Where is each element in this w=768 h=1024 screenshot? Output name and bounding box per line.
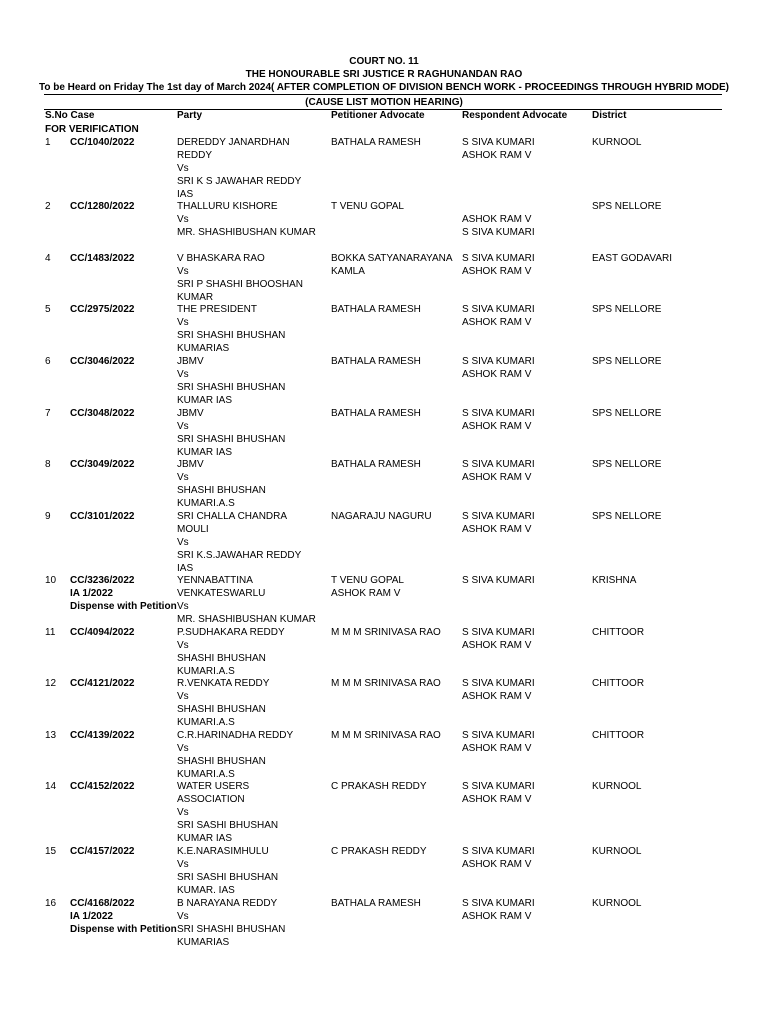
district: KURNOOL <box>592 137 642 148</box>
serial-number: 4 <box>45 253 51 264</box>
district: SPS NELLORE <box>592 459 662 470</box>
petitioner-advocate <box>331 510 459 523</box>
case-number <box>70 574 177 613</box>
party-names-line: SRI P SHASHI BHOOSHAN <box>177 279 303 290</box>
respondent-advocate-line: ASHOK RAM V <box>462 472 532 483</box>
party-names-line: Vs <box>177 537 189 548</box>
case-number-line: CC/1483/2022 <box>70 253 135 264</box>
party-names-line: SRI K S JAWAHAR REDDY <box>177 176 302 187</box>
petitioner-advocate <box>331 780 459 793</box>
serial-number: 15 <box>45 846 57 857</box>
case-number-line: CC/4152/2022 <box>70 781 135 792</box>
column-header-party: Party <box>177 110 203 121</box>
case-number <box>70 845 135 858</box>
respondent-advocate-line: S SIVA KUMARI <box>462 781 535 792</box>
respondent-advocate-line <box>462 200 587 213</box>
case-number-line: CC/3236/2022 <box>70 575 135 586</box>
district: EAST GODAVARI <box>592 253 673 264</box>
case-number <box>70 407 135 420</box>
serial-number: 16 <box>45 898 57 909</box>
case-number-line: CC/4094/2022 <box>70 627 135 638</box>
case-number-line: IA 1/2022 <box>70 588 113 599</box>
serial-number: 7 <box>45 408 51 419</box>
respondent-advocate <box>462 303 587 329</box>
petitioner-advocate-line: KAMLA <box>331 266 365 277</box>
district: CHITTOOR <box>592 678 645 689</box>
party-names-line: KUMAR IAS <box>177 833 233 844</box>
party-names-line: Vs <box>177 214 189 225</box>
respondent-advocate-line: S SIVA KUMARI <box>462 575 535 586</box>
serial-number: 1 <box>45 137 51 148</box>
respondent-advocate-line: S SIVA KUMARI <box>462 253 535 264</box>
party-names-line: IAS <box>177 189 194 200</box>
respondent-advocate-line: ASHOK RAM V <box>462 369 532 380</box>
respondent-advocate-line: ASHOK RAM V <box>462 421 532 432</box>
party-names <box>177 626 327 678</box>
party-names-line: KUMARI.A.S <box>177 498 235 509</box>
respondent-advocate-line: ASHOK RAM V <box>462 266 532 277</box>
party-names-line: Vs <box>177 640 189 651</box>
party-names-line: KUMAR IAS <box>177 395 233 406</box>
respondent-advocate <box>462 458 587 484</box>
party-names-line: SHASHI BHUSHAN <box>177 756 266 767</box>
party-names <box>177 845 327 897</box>
party-names-line: Vs <box>177 266 189 277</box>
case-number-line: CC/2975/2022 <box>70 304 135 315</box>
party-names <box>177 252 327 304</box>
case-number-line: CC/3048/2022 <box>70 408 135 419</box>
party-names-line: KUMARIAS <box>177 937 230 948</box>
party-names <box>177 136 327 201</box>
district: KRISHNA <box>592 575 637 586</box>
petitioner-advocate <box>331 355 459 368</box>
case-number-line: CC/4168/2022 <box>70 898 135 909</box>
party-names-line: KUMARIAS <box>177 343 230 354</box>
case-number <box>70 252 135 265</box>
case-number-line: CC/4139/2022 <box>70 730 135 741</box>
petitioner-advocate <box>331 677 459 690</box>
petitioner-advocate-line: BATHALA RAMESH <box>331 408 421 419</box>
respondent-advocate-line: S SIVA KUMARI <box>462 408 535 419</box>
party-names-line: KUMARI.A.S <box>177 717 235 728</box>
district: KURNOOL <box>592 898 642 909</box>
column-header-sno-case: S.No Case <box>45 110 95 121</box>
case-number-line: CC/4157/2022 <box>70 846 135 857</box>
party-names-line: MOULI <box>177 524 209 535</box>
column-header-petitioner: Petitioner Advocate <box>331 110 425 121</box>
hearing-details: To be Heard on Friday The 1st day of March 2024( AFTER COMPLETION OF DIVISION BENCH WORK - PROCEEDINGS THROUGH HYBRID MODE) <box>38 82 730 93</box>
respondent-advocate <box>462 136 587 162</box>
respondent-advocate-line: S SIVA KUMARI <box>462 304 535 315</box>
respondent-advocate <box>462 510 587 536</box>
party-names-line: KUMAR. IAS <box>177 885 235 896</box>
party-names-line: REDDY <box>177 150 213 161</box>
case-number-line: Dispense with Petition <box>70 924 177 935</box>
party-names-line: Vs <box>177 911 189 922</box>
serial-number: 10 <box>45 575 57 586</box>
serial-number: 8 <box>45 459 51 470</box>
party-names-line: Vs <box>177 807 189 818</box>
serial-number: 14 <box>45 781 57 792</box>
party-names-line: Vs <box>177 601 189 612</box>
party-names-line: B NARAYANA REDDY <box>177 898 278 909</box>
petitioner-advocate-line: BATHALA RAMESH <box>331 356 421 367</box>
case-number <box>70 780 135 793</box>
case-number-line: CC/1280/2022 <box>70 201 135 212</box>
petitioner-advocate-line: BATHALA RAMESH <box>331 898 421 909</box>
respondent-advocate <box>462 252 587 278</box>
petitioner-advocate <box>331 458 459 471</box>
district: SPS NELLORE <box>592 356 662 367</box>
respondent-advocate-line: ASHOK RAM V <box>462 911 532 922</box>
header-divider <box>44 94 722 95</box>
district: KURNOOL <box>592 846 642 857</box>
respondent-advocate-line: ASHOK RAM V <box>462 743 532 754</box>
party-names-line: KUMAR IAS <box>177 447 233 458</box>
case-number-line: CC/1040/2022 <box>70 137 135 148</box>
party-names-line: JBMV <box>177 408 204 419</box>
respondent-advocate-line: ASHOK RAM V <box>462 150 532 161</box>
respondent-advocate-line: S SIVA KUMARI <box>462 730 535 741</box>
party-names-line: K.E.NARASIMHULU <box>177 846 269 857</box>
petitioner-advocate <box>331 200 459 213</box>
respondent-advocate <box>462 780 587 806</box>
column-header-district: District <box>592 110 627 121</box>
district: SPS NELLORE <box>592 201 662 212</box>
district: CHITTOOR <box>592 730 645 741</box>
serial-number: 13 <box>45 730 57 741</box>
case-number <box>70 458 135 471</box>
respondent-advocate <box>462 200 587 239</box>
party-names-line: JBMV <box>177 459 204 470</box>
respondent-advocate <box>462 407 587 433</box>
petitioner-advocate-line: ASHOK RAM V <box>331 588 401 599</box>
party-names <box>177 729 327 781</box>
party-names <box>177 407 327 459</box>
petitioner-advocate <box>331 897 459 910</box>
respondent-advocate-line: S SIVA KUMARI <box>462 627 535 638</box>
case-number-line: CC/4121/2022 <box>70 678 135 689</box>
party-names-line: MR. SHASHIBUSHAN KUMAR <box>177 614 316 625</box>
party-names-line: SRI SHASHI BHUSHAN <box>177 382 286 393</box>
respondent-advocate-line: ASHOK RAM V <box>462 524 532 535</box>
petitioner-advocate-line: C PRAKASH REDDY <box>331 781 427 792</box>
party-names-line: Vs <box>177 421 189 432</box>
party-names <box>177 303 327 355</box>
case-number-line: Dispense with Petition <box>70 601 177 612</box>
petitioner-advocate <box>331 574 459 600</box>
respondent-advocate-line: ASHOK RAM V <box>462 859 532 870</box>
district: SPS NELLORE <box>592 304 662 315</box>
party-names-line: SRI SASHI BHUSHAN <box>177 820 279 831</box>
petitioner-advocate <box>331 407 459 420</box>
respondent-advocate <box>462 574 587 587</box>
respondent-advocate-line: S SIVA KUMARI <box>462 846 535 857</box>
party-names-line: Vs <box>177 691 189 702</box>
party-names-line: Vs <box>177 369 189 380</box>
party-names-line: ASSOCIATION <box>177 794 245 805</box>
party-names-line: KUMARI.A.S <box>177 666 235 677</box>
serial-number: 12 <box>45 678 57 689</box>
party-names <box>177 574 327 626</box>
party-names-line: SRI SHASHI BHUSHAN <box>177 330 286 341</box>
respondent-advocate-line: ASHOK RAM V <box>462 691 532 702</box>
district: SPS NELLORE <box>592 408 662 419</box>
case-number-line: CC/3046/2022 <box>70 356 135 367</box>
party-names-line: KUMAR <box>177 292 214 303</box>
respondent-advocate-line: ASHOK RAM V <box>462 214 532 225</box>
party-names-line: Vs <box>177 317 189 328</box>
case-number <box>70 897 177 936</box>
serial-number: 5 <box>45 304 51 315</box>
party-names-line: IAS <box>177 563 194 574</box>
party-names <box>177 780 327 845</box>
party-names-line: YENNABATTINA <box>177 575 253 586</box>
party-names-line: SHASHI BHUSHAN <box>177 485 266 496</box>
party-names-line: VENKATESWARLU <box>177 588 266 599</box>
party-names-line: SRI SHASHI BHUSHAN <box>177 434 286 445</box>
party-names-line: R.VENKATA REDDY <box>177 678 270 689</box>
respondent-advocate-line: ASHOK RAM V <box>462 317 532 328</box>
party-names-line: C.R.HARINADHA REDDY <box>177 730 294 741</box>
district: KURNOOL <box>592 781 642 792</box>
petitioner-advocate-line: M M M SRINIVASA RAO <box>331 627 441 638</box>
case-number <box>70 355 135 368</box>
respondent-advocate-line: S SIVA KUMARI <box>462 356 535 367</box>
party-names-line: Vs <box>177 472 189 483</box>
case-number <box>70 136 135 149</box>
district: CHITTOOR <box>592 627 645 638</box>
party-names-line: P.SUDHAKARA REDDY <box>177 627 285 638</box>
court-number: COURT NO. 11 <box>349 56 419 67</box>
party-names-line: SHASHI BHUSHAN <box>177 704 266 715</box>
respondent-advocate <box>462 355 587 381</box>
party-names-line: Vs <box>177 859 189 870</box>
party-names-line: THE PRESIDENT <box>177 304 258 315</box>
case-number <box>70 510 135 523</box>
respondent-advocate <box>462 845 587 871</box>
respondent-advocate-line: S SIVA KUMARI <box>462 678 535 689</box>
party-names-line: SRI SHASHI BHUSHAN <box>177 924 286 935</box>
petitioner-advocate <box>331 729 459 742</box>
petitioner-advocate <box>331 845 459 858</box>
serial-number: 2 <box>45 201 51 212</box>
case-number <box>70 677 135 690</box>
respondent-advocate-line: S SIVA KUMARI <box>462 227 535 238</box>
case-number <box>70 200 135 213</box>
respondent-advocate-line: ASHOK RAM V <box>462 640 532 651</box>
party-names <box>177 200 327 239</box>
party-names <box>177 897 327 949</box>
respondent-advocate-line: S SIVA KUMARI <box>462 459 535 470</box>
section-heading: FOR VERIFICATION <box>45 124 139 135</box>
case-number-line: IA 1/2022 <box>70 911 113 922</box>
party-names <box>177 510 327 575</box>
petitioner-advocate-line: M M M SRINIVASA RAO <box>331 730 441 741</box>
party-names <box>177 355 327 407</box>
case-number <box>70 626 135 639</box>
judge-name: THE HONOURABLE SRI JUSTICE R RAGHUNANDAN RAO <box>245 69 523 80</box>
party-names-line: DEREDDY JANARDHAN <box>177 137 290 148</box>
party-names-line: SHASHI BHUSHAN <box>177 653 266 664</box>
respondent-advocate <box>462 729 587 755</box>
respondent-advocate <box>462 626 587 652</box>
petitioner-advocate <box>331 252 459 278</box>
party-names-line: SRI SASHI BHUSHAN <box>177 872 279 883</box>
petitioner-advocate-line: T VENU GOPAL <box>331 575 404 586</box>
respondent-advocate <box>462 677 587 703</box>
party-names-line: SRI CHALLA CHANDRA <box>177 511 288 522</box>
petitioner-advocate-line: BATHALA RAMESH <box>331 137 421 148</box>
party-names-line: MR. SHASHIBUSHAN KUMAR <box>177 227 316 238</box>
petitioner-advocate-line: NAGARAJU NAGURU <box>331 511 432 522</box>
party-names-line: JBMV <box>177 356 204 367</box>
petitioner-advocate-line: BATHALA RAMESH <box>331 459 421 470</box>
party-names-line: KUMARI.A.S <box>177 769 235 780</box>
case-number <box>70 729 135 742</box>
petitioner-advocate-line: BOKKA SATYANARAYANA <box>331 253 453 264</box>
party-names <box>177 458 327 510</box>
list-type: (CAUSE LIST MOTION HEARING) <box>305 97 463 108</box>
petitioner-advocate-line: T VENU GOPAL <box>331 201 404 212</box>
party-names-line: THALLURU KISHORE <box>177 201 278 212</box>
case-number-line: CC/3101/2022 <box>70 511 135 522</box>
respondent-advocate-line: S SIVA KUMARI <box>462 137 535 148</box>
party-names-line: V BHASKARA RAO <box>177 253 265 264</box>
respondent-advocate-line: ASHOK RAM V <box>462 794 532 805</box>
party-names-line: SRI K.S.JAWAHAR REDDY <box>177 550 302 561</box>
case-number <box>70 303 135 316</box>
serial-number: 6 <box>45 356 51 367</box>
party-names <box>177 677 327 729</box>
case-number-line: CC/3049/2022 <box>70 459 135 470</box>
district: SPS NELLORE <box>592 511 662 522</box>
party-names-line: WATER USERS <box>177 781 250 792</box>
party-names-line: Vs <box>177 743 189 754</box>
serial-number: 11 <box>45 627 56 638</box>
respondent-advocate-line: S SIVA KUMARI <box>462 511 535 522</box>
party-names-line: Vs <box>177 163 189 174</box>
petitioner-advocate <box>331 136 459 149</box>
column-header-respondent: Respondent Advocate <box>462 110 568 121</box>
petitioner-advocate <box>331 626 459 639</box>
respondent-advocate-line: S SIVA KUMARI <box>462 898 535 909</box>
respondent-advocate <box>462 897 587 923</box>
petitioner-advocate-line: C PRAKASH REDDY <box>331 846 427 857</box>
petitioner-advocate <box>331 303 459 316</box>
petitioner-advocate-line: M M M SRINIVASA RAO <box>331 678 441 689</box>
petitioner-advocate-line: BATHALA RAMESH <box>331 304 421 315</box>
serial-number: 9 <box>45 511 51 522</box>
